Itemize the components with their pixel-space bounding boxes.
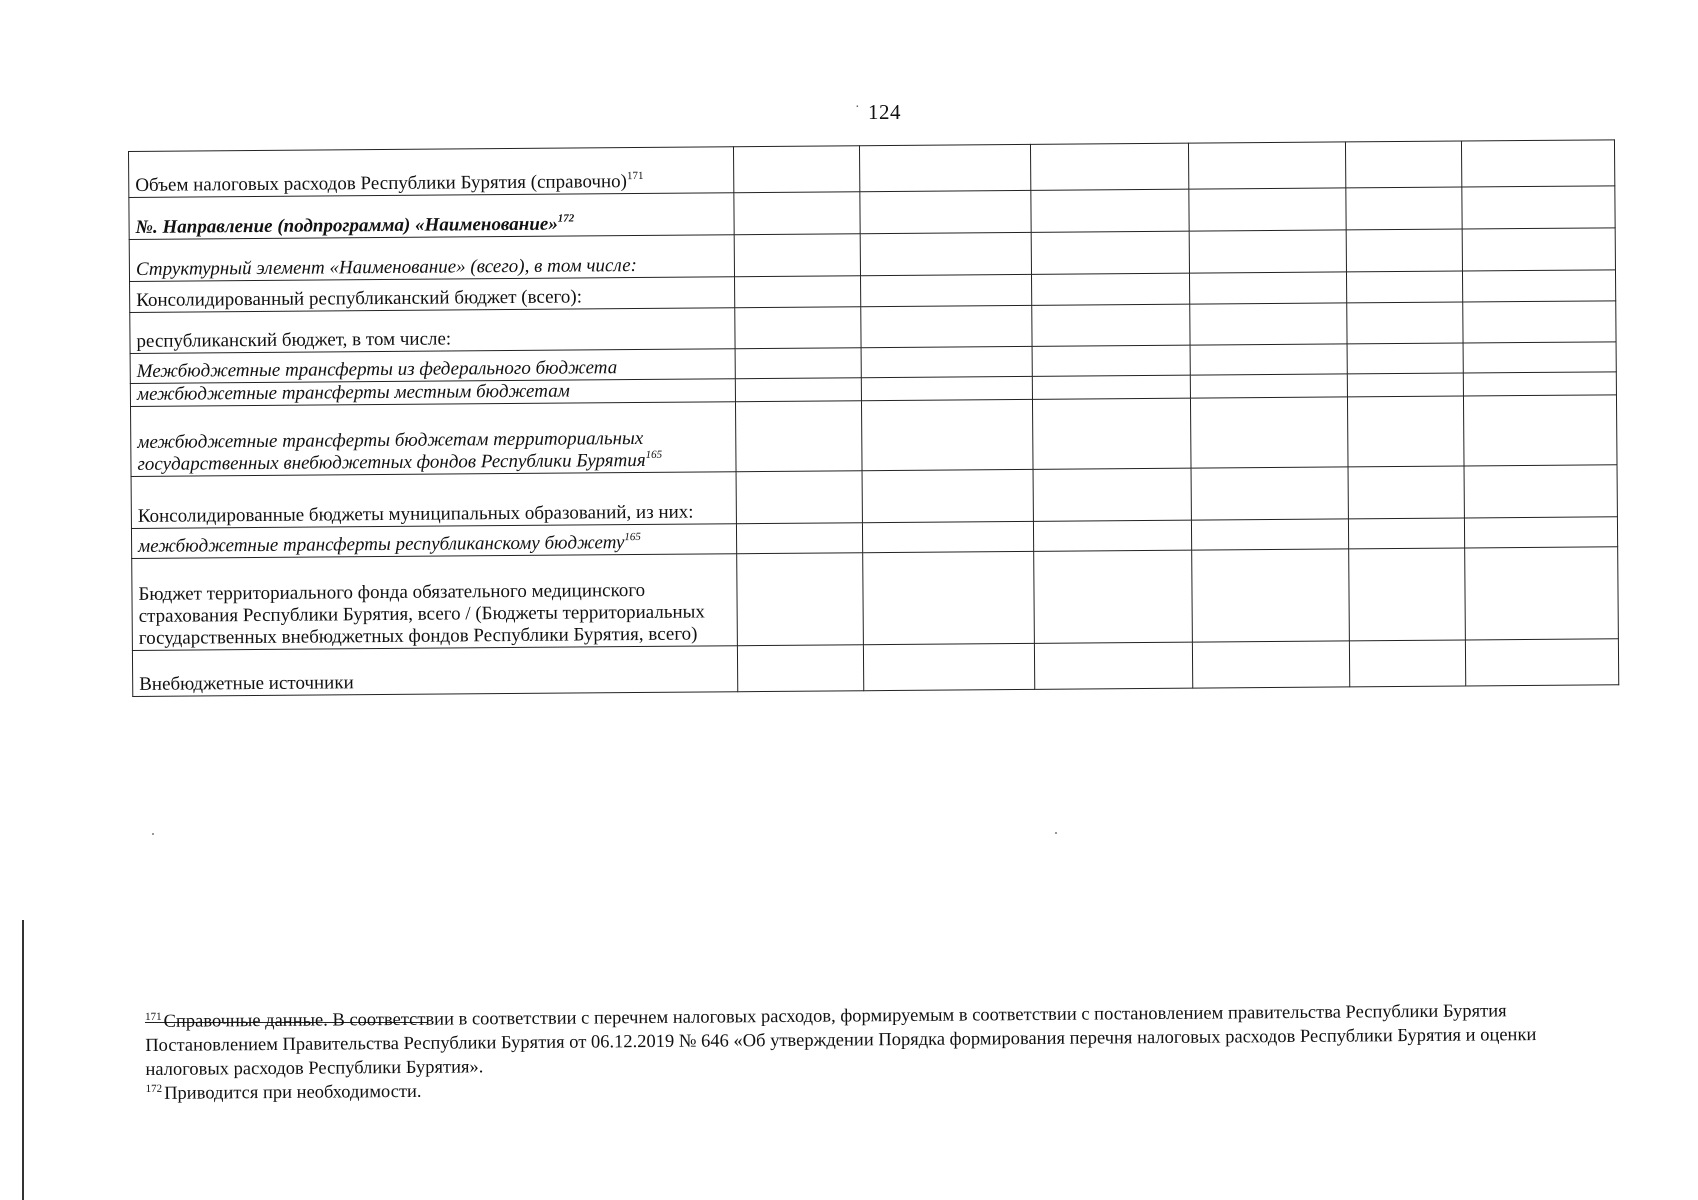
value-cell: [1465, 517, 1618, 548]
value-cell: [733, 146, 859, 193]
value-cell: [735, 401, 861, 472]
value-cell: [1464, 395, 1617, 466]
value-cell: [1347, 302, 1463, 344]
value-cell: [860, 305, 1032, 347]
scan-edge-line: [22, 920, 24, 1200]
value-cell: [734, 192, 860, 235]
value-cell: [1465, 547, 1619, 640]
value-cell: [1033, 550, 1192, 643]
value-cell: [1191, 519, 1348, 550]
page-number: 124: [868, 100, 901, 124]
value-cell: [1192, 641, 1350, 688]
value-cell: [1462, 186, 1615, 229]
row-label: Внебюджетные источники: [139, 672, 354, 695]
budget-table-container: [128, 139, 1619, 697]
row-label: республиканский бюджет, в том числе:: [136, 328, 452, 352]
value-cell: [1190, 397, 1348, 468]
value-cell: [1346, 187, 1462, 230]
value-cell: [1031, 189, 1190, 232]
value-cell: [1349, 548, 1466, 641]
row-label: Объем налоговых расходов Республики Бурятия (справочно): [135, 171, 628, 196]
value-cell: [1031, 273, 1189, 305]
value-cell: [1463, 301, 1616, 343]
row-label-cell: [130, 308, 735, 354]
value-cell: [861, 399, 1033, 470]
value-cell: [1350, 640, 1466, 687]
value-cell: [1347, 271, 1463, 303]
scan-speck: ·: [855, 100, 860, 115]
value-cell: [1032, 345, 1190, 376]
row-label: межбюджетные трансферты бюджетам территориальных государственных внебюджетных фондов Республики Бурятия: [137, 427, 646, 475]
row-label-cell: [130, 277, 735, 313]
value-cell: [1462, 228, 1615, 271]
value-cell: [735, 307, 861, 349]
value-cell: [1031, 231, 1190, 274]
scan-speck: [152, 833, 154, 835]
row-label-cell: [130, 349, 735, 384]
row-label-cell: [131, 524, 736, 559]
row-label: межбюджетные трансферты республиканскому бюджету: [138, 532, 625, 557]
value-cell: [1190, 303, 1347, 345]
row-label-cell: [129, 147, 734, 198]
value-cell: [862, 521, 1033, 552]
value-cell: [1189, 188, 1346, 231]
row-label-cell: [132, 554, 738, 651]
value-cell: [1349, 518, 1465, 549]
value-cell: [1190, 374, 1347, 398]
footnotes: [145, 999, 1586, 1106]
value-cell: [735, 378, 861, 402]
value-cell: [1348, 466, 1464, 519]
row-label-cell: [129, 193, 734, 240]
value-cell: [859, 144, 1031, 191]
row-label: Межбюджетные трансферты из федерального бюджета: [136, 357, 618, 382]
footnote-text: Справочные данные. В соответствии в соответствии с перечнем налоговых расходов, формируемым в соответствии с постановлением правительства Республики Бурятия Постановлением Правительства Республики Бурятия от 06.12.2019 № 646 «Об утверждении Порядка формирования перечня налоговых расходов Республики Бурятия и оценки налоговых расходов Республики Бурятия».: [145, 1001, 1537, 1080]
row-label: №. Направление (подпрограмма) «Наименование»: [135, 213, 558, 238]
table-row: [132, 547, 1619, 651]
value-cell: [1463, 372, 1616, 396]
value-cell: [861, 346, 1032, 377]
value-cell: [1033, 468, 1192, 521]
value-cell: [1188, 142, 1346, 189]
row-label-cell: [129, 235, 734, 282]
value-cell: [737, 645, 863, 692]
footnote-text: Приводится при необходимости.: [164, 1081, 422, 1104]
value-cell: [1346, 141, 1462, 188]
value-cell: [862, 551, 1034, 644]
value-cell: [1462, 140, 1615, 187]
budget-table: [128, 139, 1619, 697]
table-row: [131, 395, 1618, 477]
value-cell: [1032, 398, 1191, 469]
value-cell: [734, 234, 860, 277]
footnote-reference: 171: [626, 169, 644, 183]
row-label: Консолидированные бюджеты муниципальных образований, из них:: [137, 501, 694, 527]
value-cell: [1466, 639, 1619, 686]
value-cell: [861, 376, 1032, 400]
footnote-reference: 172: [557, 212, 575, 225]
value-cell: [1189, 230, 1346, 273]
row-label-cell: [131, 472, 736, 529]
footnote-mark: 172: [145, 1082, 163, 1095]
value-cell: [1034, 642, 1193, 689]
value-cell: [859, 190, 1031, 233]
value-cell: [1348, 396, 1465, 467]
row-label: межбюджетные трансферты местным бюджетам: [136, 380, 570, 405]
row-label: Консолидированный республиканский бюджет (всего):: [136, 286, 583, 311]
scan-speck: [1055, 832, 1057, 834]
value-cell: [735, 348, 861, 379]
value-cell: [1463, 270, 1616, 302]
value-cell: [1189, 272, 1346, 304]
value-cell: [1463, 342, 1616, 373]
value-cell: [1346, 229, 1462, 272]
footnote-mark: 171: [145, 1010, 162, 1023]
row-label-cell: [131, 402, 736, 477]
value-cell: [1191, 467, 1349, 520]
value-cell: [1032, 304, 1191, 346]
budget-table-body: [129, 140, 1619, 697]
value-cell: [1032, 375, 1190, 399]
row-label: Бюджет территориального фонда обязательного медицинского страхования Республики Бурятия, всего / (Бюджеты территориальных государственных внебюджетных фондов Республики Бурятия, всего): [138, 579, 705, 649]
value-cell: [1030, 143, 1189, 190]
row-label: Структурный элемент «Наименование» (всего), в том числе:: [135, 255, 638, 280]
value-cell: [1464, 465, 1617, 518]
value-cell: [736, 553, 862, 646]
footnote-reference: 165: [624, 530, 641, 544]
row-label-cell: [132, 646, 737, 697]
value-cell: [860, 232, 1032, 275]
value-cell: [1347, 373, 1463, 397]
value-cell: [1033, 520, 1191, 551]
value-cell: [862, 469, 1034, 522]
footnote-171: [145, 999, 1586, 1082]
footnote-reference: 165: [645, 448, 663, 461]
value-cell: [1347, 343, 1463, 374]
value-cell: [734, 276, 860, 308]
value-cell: [1190, 344, 1347, 375]
value-cell: [863, 643, 1035, 690]
value-cell: [1192, 549, 1350, 642]
value-cell: [736, 471, 862, 524]
value-cell: [860, 274, 1031, 306]
value-cell: [736, 523, 862, 554]
